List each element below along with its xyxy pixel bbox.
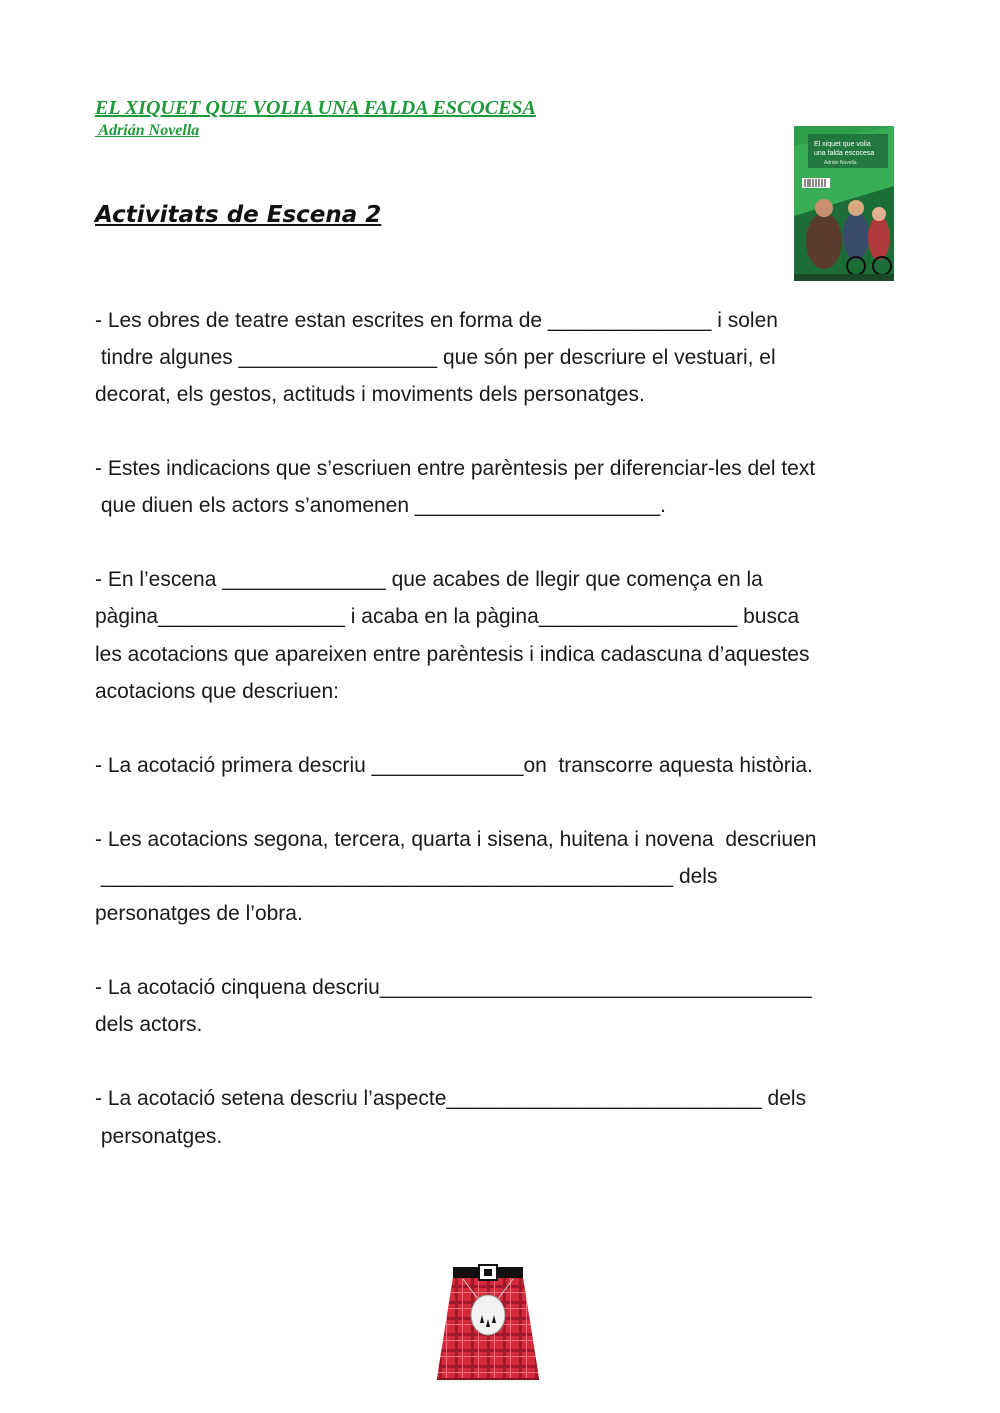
exercise-line: personatges de l’obra. bbox=[95, 902, 303, 925]
section-heading: Activitats de Escena 2 bbox=[95, 202, 382, 228]
cover-title-line2: una falda escocesa bbox=[814, 150, 875, 157]
exercise-line: - Les obres de teatre estan escrites en forma de ______________ i solen bbox=[95, 309, 778, 332]
exercise-line: dels actors. bbox=[95, 1013, 203, 1036]
book-title: EL XIQUET QUE VOLIA UNA FALDA ESCOCESA bbox=[95, 97, 536, 119]
exercise-line: - Les acotacions segona, tercera, quarta i sisena, huitena i novena descriuen bbox=[95, 828, 817, 851]
kilt-image bbox=[433, 1263, 543, 1388]
exercise-line: - La acotació cinquena descriu_____________________________________ bbox=[95, 976, 812, 999]
exercise-line: tindre algunes _________________ que són per descriure el vestuari, el bbox=[95, 346, 776, 369]
exercise-line: acotacions que descriuen: bbox=[95, 680, 339, 703]
exercise-line: _________________________________________________ dels bbox=[95, 865, 718, 888]
exercise-line: personatges. bbox=[95, 1125, 223, 1148]
book-cover-image bbox=[794, 126, 894, 281]
cover-title-line1: El xiquet que volia bbox=[814, 141, 871, 148]
exercise-line: - La acotació setena descriu l’aspecte___________________________ dels bbox=[95, 1087, 807, 1110]
exercise-line: - La acotació primera descriu _____________on transcorre aquesta història. bbox=[95, 754, 813, 777]
exercise-line: pàgina________________ i acaba en la pàgina_________________ busca bbox=[95, 605, 800, 628]
exercise-line: - En l’escena ______________ que acabes de llegir que comença en la bbox=[95, 568, 763, 591]
book-author: Adrián Novella bbox=[95, 122, 200, 139]
exercise-line: les acotacions que apareixen entre parèntesis i indica cadascuna d’aquestes bbox=[95, 643, 810, 666]
exercise-line: que diuen els actors s’anomenen _____________________. bbox=[95, 494, 666, 517]
cover-author: Adrián Novella bbox=[824, 160, 857, 166]
exercise-line: decorat, els gestos, actituds i moviments dels personatges. bbox=[95, 383, 645, 406]
exercise-line: - Estes indicacions que s’escriuen entre parèntesis per diferenciar-les del text bbox=[95, 457, 816, 480]
